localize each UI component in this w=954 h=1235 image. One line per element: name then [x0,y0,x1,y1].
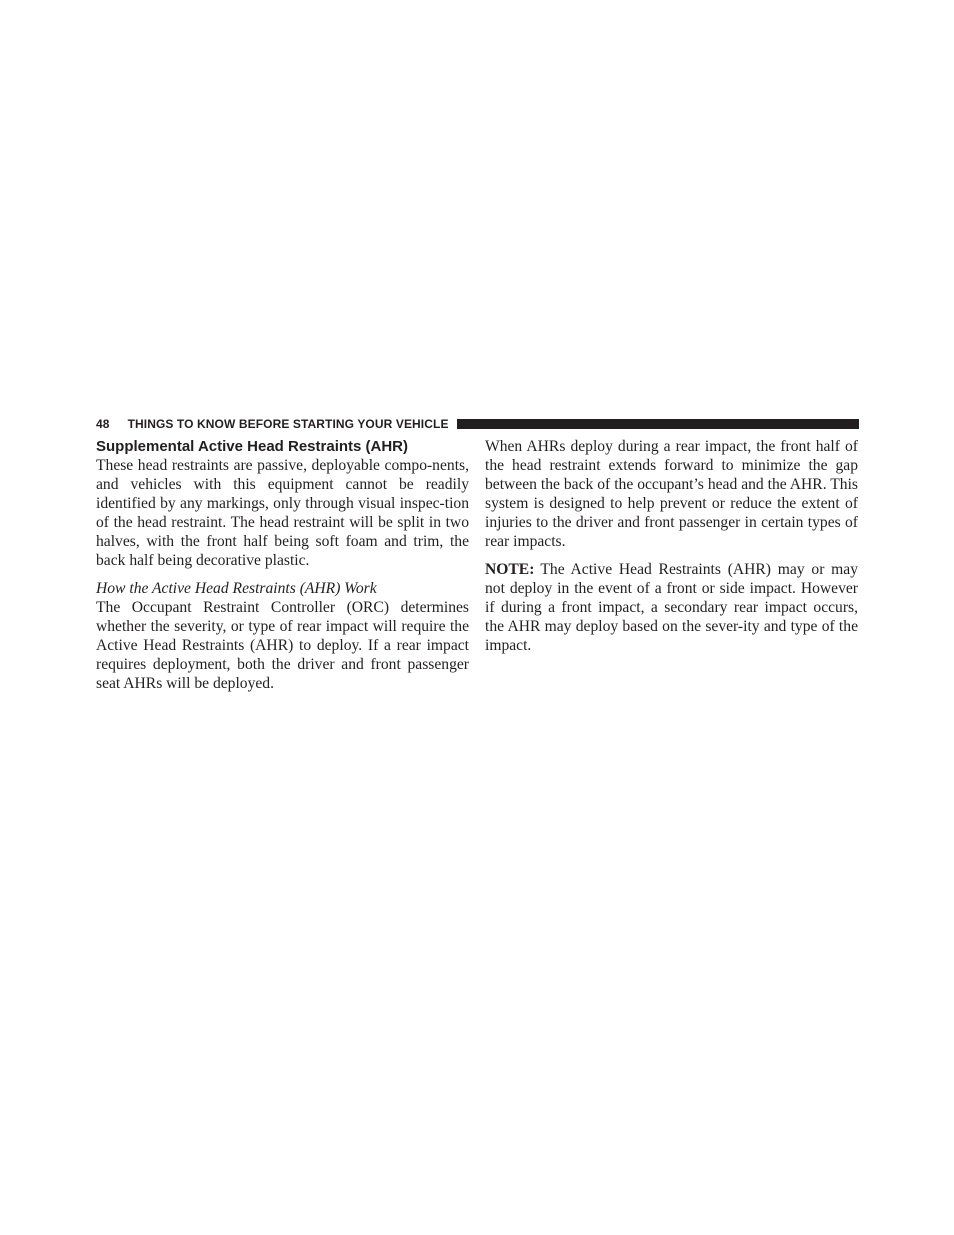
subsection-heading: How the Active Head Restraints (AHR) Work [96,580,377,598]
page-number: 48 [96,417,110,431]
left-column [96,438,469,694]
note-text: The Active Head Restraints (AHR) may or may not deploy in the event of a front or side impact. However if during a front impact, a secondary rear impact occurs, the AHR may deploy based on the sever-ity and type of the impact. [485,561,858,655]
page-header [96,415,859,433]
note-label: NOTE: [485,561,535,579]
right-column [485,438,858,656]
note-paragraph [485,561,858,656]
section-heading: Supplemental Active Head Restraints (AHR) [96,438,409,455]
header-rule-bar [457,419,859,429]
deploy-paragraph: When AHRs deploy during a rear impact, the front half of the head restraint extends forward to minimize the gap between the back of the occupant’s head and the AHR. This system is designed to help prevent or reduce the extent of injuries to the driver and front passenger in certain types of rear impacts. [485,438,858,550]
orc-paragraph: The Occupant Restraint Controller (ORC) determines whether the severity, or type of rear impact will require the Active Head Restraints (AHR) to deploy. If a rear impact requires deployment, both the driver and front passenger seat AHRs will be deployed. [96,599,469,692]
intro-paragraph: These head restraints are passive, deployable compo-nents, and vehicles with this equipment cannot be readily identified by any markings, only through visual inspec-tion of the head restraint. The head restraint will be split in two halves, with the front half being soft foam and trim, the back half being decorative plastic. [96,457,469,569]
section-title: THINGS TO KNOW BEFORE STARTING YOUR VEHICLE [127,417,449,431]
